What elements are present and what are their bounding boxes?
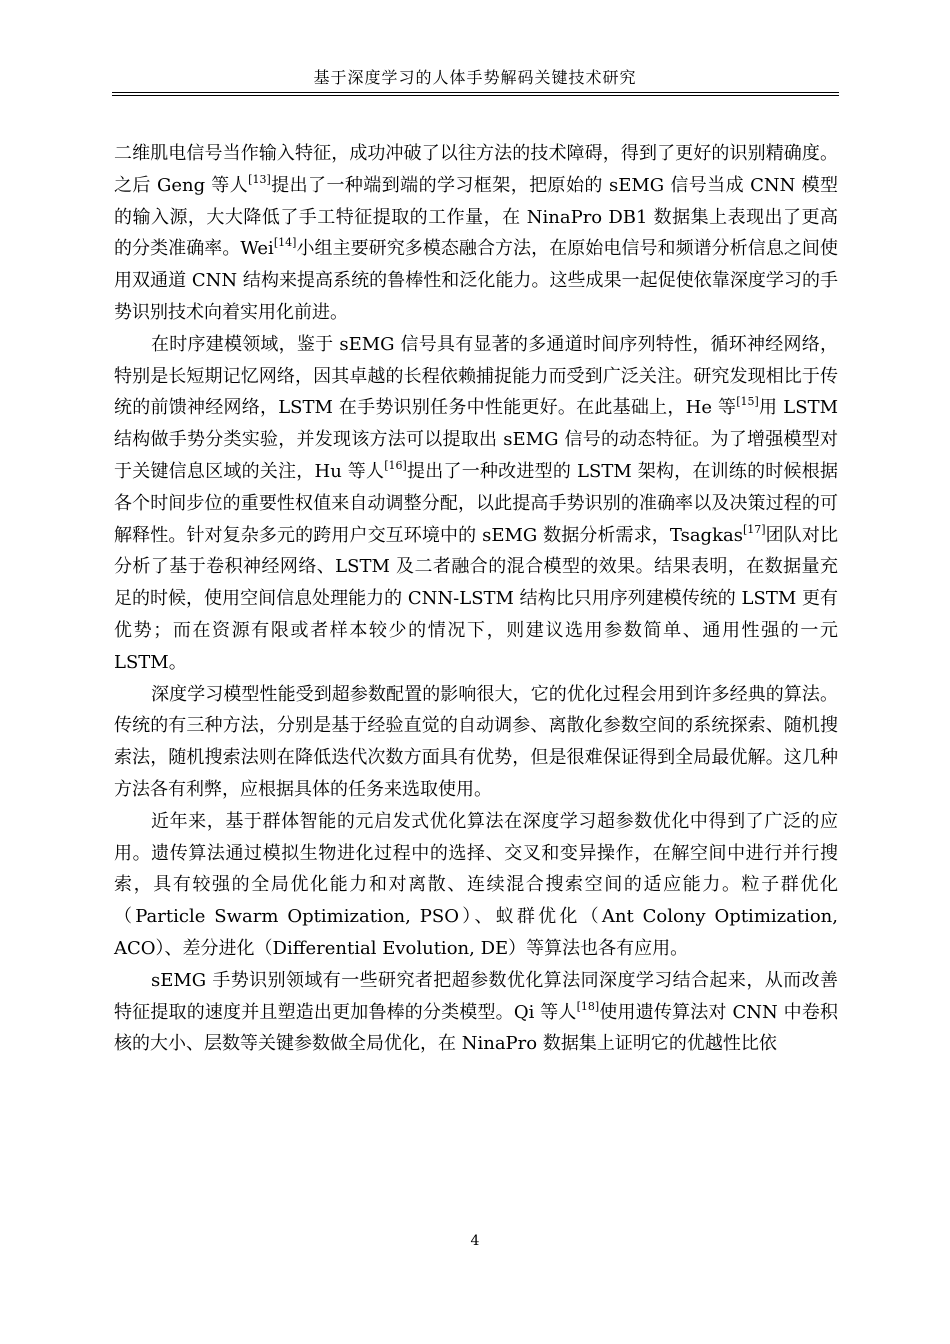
- citation-ref: [14]: [273, 236, 297, 250]
- running-header: 基于深度学习的人体手势解码关键技术研究: [313, 68, 637, 87]
- citation-ref: [13]: [248, 172, 271, 186]
- text-run: 深度学习模型性能受到超参数配置的影响很大，它的优化过程会用到许多经典的算法。传统的有三种方法，分别是基于经验直觉的自动调参、离散化参数空间的系统探索、随机搜索法，随机搜索法则在降低迭代次数方面具有优势，但是很难保证得到全局最优解。这几种方法各有利弊，应根据具体的任务来选取使用。: [114, 683, 838, 800]
- text-run: 使用遗传算法对 CNN 中卷积核的大小、层数等关键参数做全局优化，在 NinaPro 数据集上证明它的优越性比依: [114, 1001, 838, 1055]
- text-run: 提出了一种改进型的 LSTM 架构，在训练的时候根据各个时间步位的重要性权值来自动调整分配，以此提高手势识别的准确率以及决策过程的可解释性。针对复杂多元的跨用户交互环境中的 sEMG 数据分析需求，Tsagkas: [114, 460, 838, 546]
- text-run: 二维肌电信号当作输入特征，成功冲破了以往方法的技术障碍，得到了更好的识别精确度。之后 Geng 等人: [114, 143, 838, 196]
- text-run: 用 LSTM 结构做手势分类实验，并发现该方法可以提取出 sEMG 信号的动态特征。为了增强模型对于关键信息区域的关注，Hu 等人: [114, 397, 838, 482]
- citation-ref: [15]: [736, 395, 759, 409]
- header-rule: [112, 92, 839, 96]
- text-run: 团队对比分析了基于卷积神经网络、LSTM 及二者融合的混合模型的效果。结果表明，在数据量充足的时候，使用空间信息处理能力的 CNN-LSTM 结构比只用序列建模传统的 LSTM 更有优势；而在资源有限或者样本较少的情况下，则建议选用参数简单、通用性强的一元 LSTM。: [114, 524, 838, 673]
- paragraph: [114, 806, 838, 965]
- paragraph: [114, 138, 838, 329]
- page-number: 4: [470, 1233, 480, 1249]
- text-run: 提出了一种端到端的学习框架，把原始的 sEMG 信号当成 CNN 模型的输入源，大大降低了手工特征提取的工作量，在 NinaPro DB1 数据集上表现出了更高的分类准确率。Wei: [114, 174, 839, 260]
- paragraph: [114, 329, 838, 679]
- text-run: sEMG 手势识别领域有一些研究者把超参数优化算法同深度学习结合起来，从而改善特征提取的速度并且塑造出更加鲁棒的分类模型。Qi 等人: [114, 969, 838, 1023]
- text-run: 在时序建模领域，鉴于 sEMG 信号具有显著的多通道时间序列特性，循环神经网络，特别是长短期记忆网络，因其卓越的长程依赖捕捉能力而受到广泛关注。研究发现相比于传统的前馈神经网络，LSTM 在手势识别任务中性能更好。在此基础上，He 等: [114, 333, 838, 419]
- text-run: 小组主要研究多模态融合方法，在原始电信号和频谱分析信息之间使用双通道 CNN 结构来提高系统的鲁棒性和泛化能力。这些成果一起促使依靠深度学习的手势识别技术向着实用化前进。: [114, 238, 838, 323]
- paragraph: [114, 965, 838, 1060]
- paragraph: [114, 679, 838, 806]
- citation-ref: [17]: [742, 522, 766, 536]
- citation-ref: [18]: [576, 999, 600, 1013]
- body-text: [114, 138, 838, 1060]
- text-run: 近年来，基于群体智能的元启发式优化算法在深度学习超参数优化中得到了广泛的应用。遗传算法通过模拟生物进化过程中的选择、交叉和变异操作，在解空间中进行并行搜索，具有较强的全局优化能力和对离散、连续混合搜索空间的适应能力。粒子群优化（Particle Swarm Optimization, PSO）、蚁群优化（Ant Colony Optimization, ACO）、差分进化（Differential Evolution, DE）等算法也各有应用。: [114, 810, 838, 959]
- citation-ref: [16]: [384, 458, 407, 472]
